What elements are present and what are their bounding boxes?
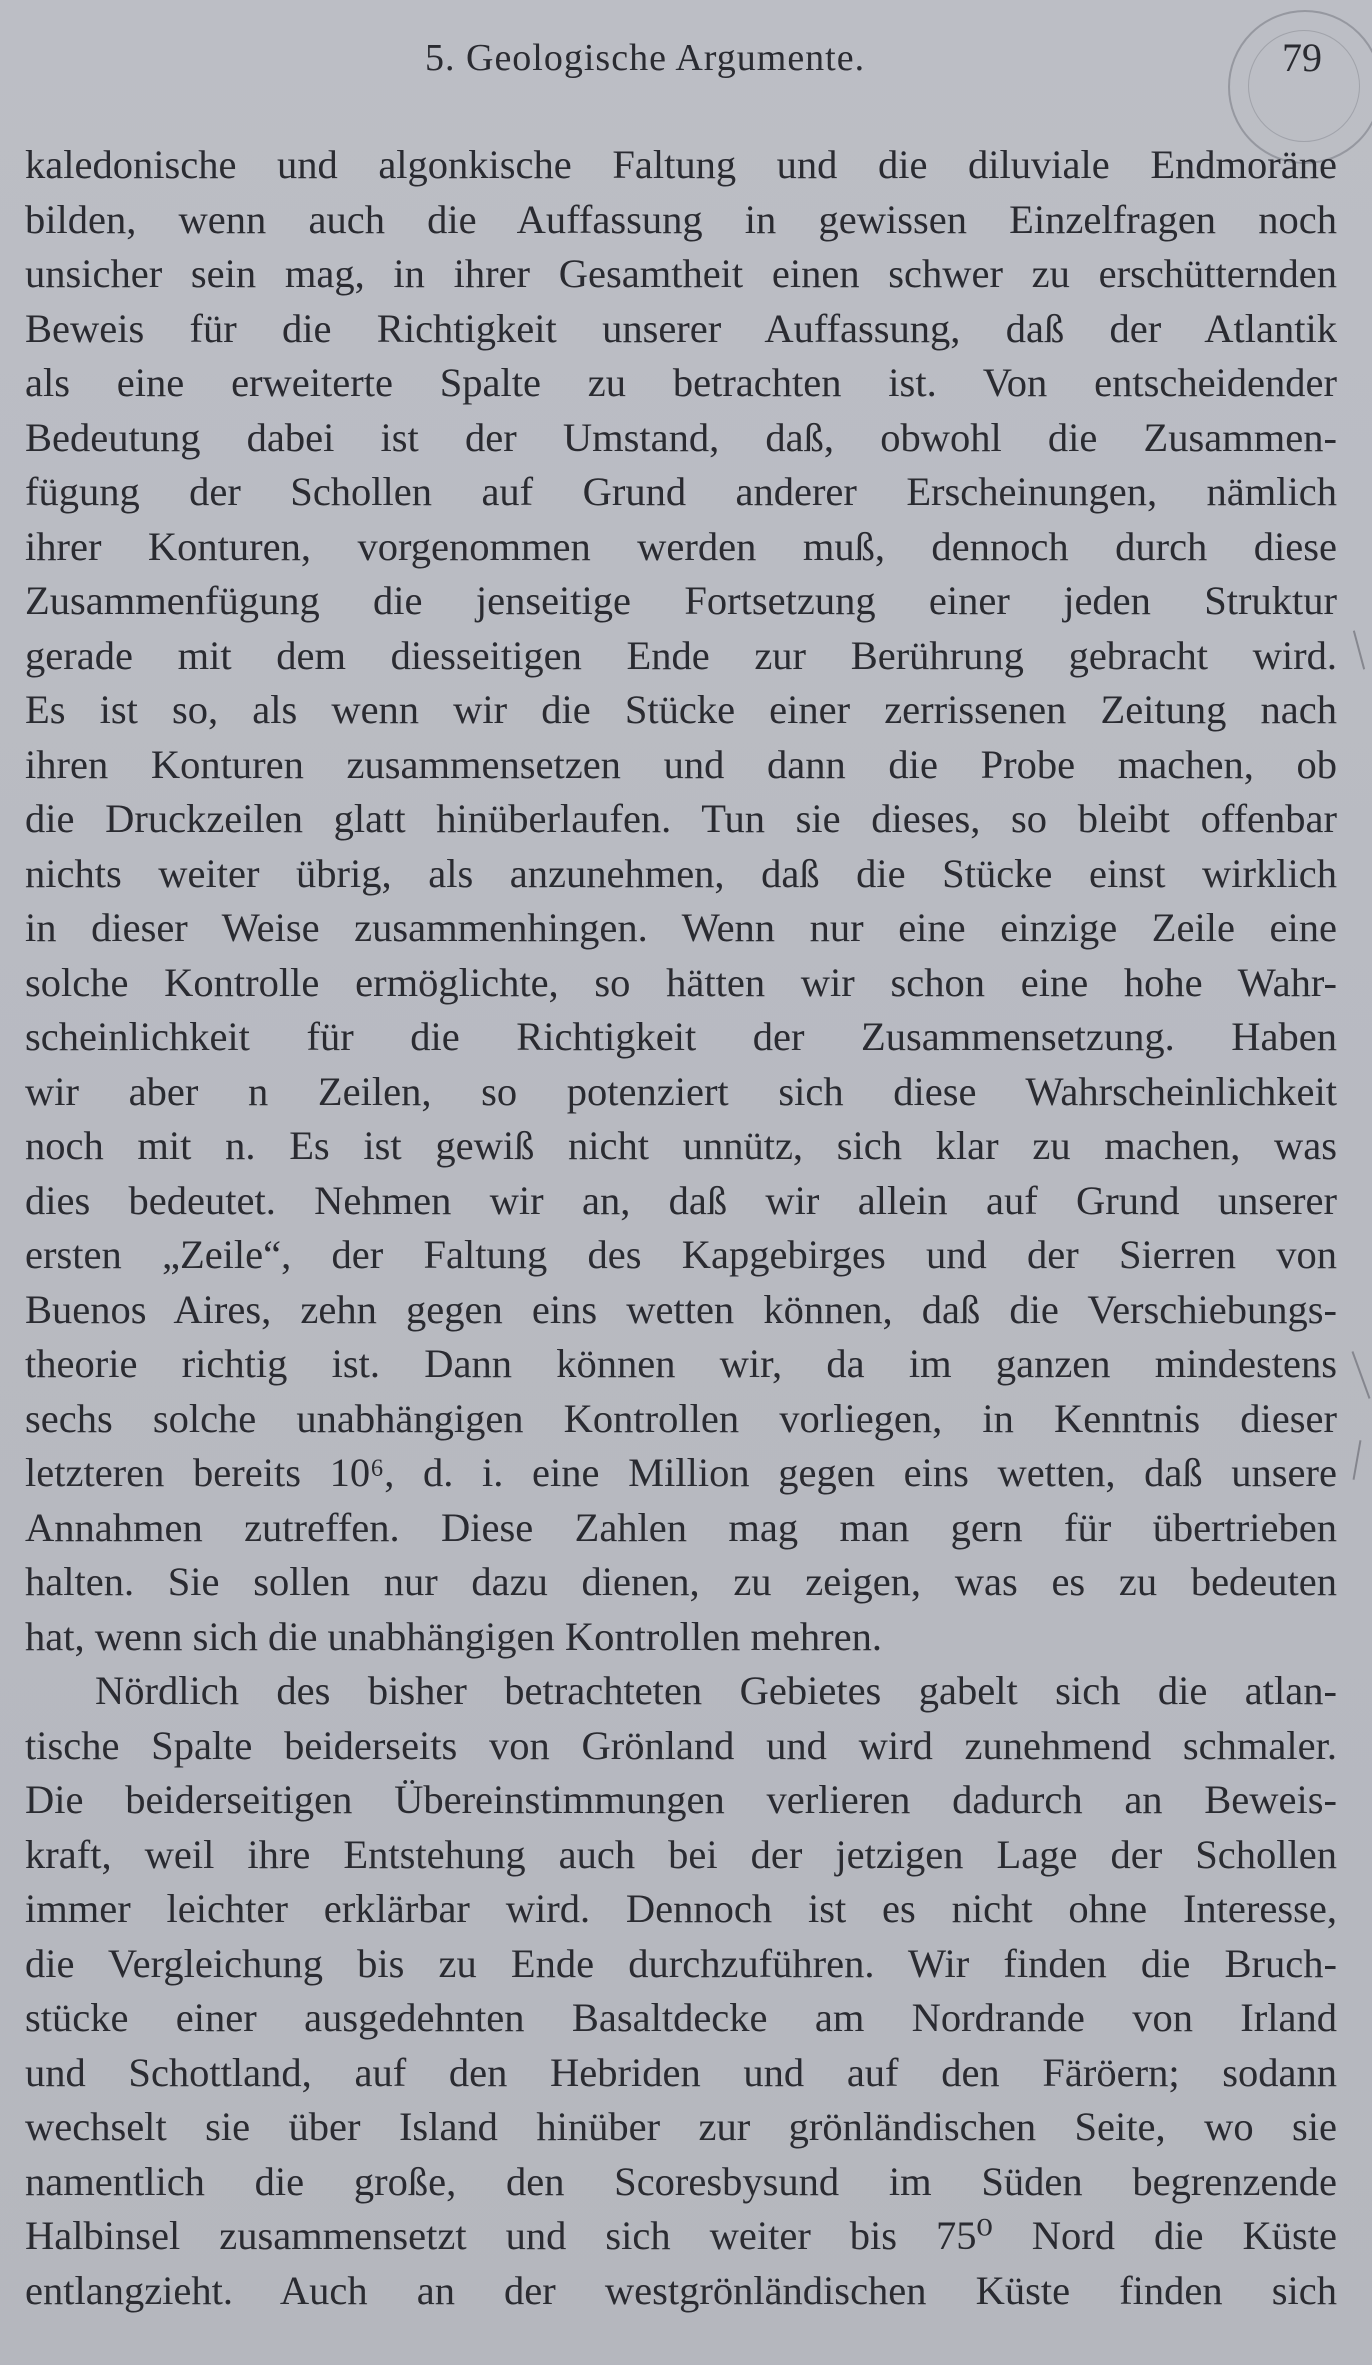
text-line: unsicher sein mag, in ihrer Gesamtheit einen schwer zu erschütternden	[25, 251, 1337, 296]
text-line: sechs solche unabhängigen Kontrollen vorliegen, in Kenntnis dieser	[25, 1395, 1337, 1441]
page-number: 79	[1282, 35, 1322, 80]
text-line: Bedeutung dabei ist der Umstand, daß, obwohl die Zusammen-	[25, 414, 1337, 460]
text-line: letzteren bereits 10⁶, d. i. eine Million gegen eins wetten, daß unsere	[25, 1450, 1337, 1495]
text-line: Halbinsel zusammensetzt und sich weiter bis 75⁰ Nord die Küste	[25, 2213, 1337, 2258]
text-line: noch mit n. Es ist gewiß nicht unnütz, sich klar zu machen, was	[25, 1123, 1337, 1168]
text-line: solche Kontrolle ermöglichte, so hätten wir schon eine hohe Wahr-	[25, 959, 1337, 1005]
text-line: tische Spalte beiderseits von Grönland und wird zunehmend schmaler.	[25, 1722, 1337, 1768]
text-line: die Druckzeilen glatt hinüberlaufen. Tun sie dieses, so bleibt offenbar	[25, 796, 1337, 841]
text-line: als eine erweiterte Spalte zu betrachten ist. Von entscheidender	[25, 360, 1337, 405]
text-line: in dieser Weise zusammenhingen. Wenn nur eine einzige Zeile eine	[25, 905, 1337, 950]
page-edge-mark	[1352, 1351, 1371, 1399]
text-line: scheinlichkeit für die Richtigkeit der Zusammensetzung. Haben	[25, 1014, 1337, 1059]
text-line: und Schottland, auf den Hebriden und auf den Färöern; sodann	[25, 2049, 1337, 2095]
text-line: namentlich die große, den Scoresbysund im Süden begrenzende	[25, 2158, 1337, 2204]
page-edge-mark	[1353, 1440, 1362, 1480]
text-line: immer leichter erklärbar wird. Dennoch ist es nicht ohne Interesse,	[25, 1886, 1337, 1931]
text-line: Die beiderseitigen Übereinstimmungen verlieren dadurch an Beweis-	[25, 1777, 1337, 1822]
text-line: wechselt sie über Island hinüber zur grönländischen Seite, wo sie	[25, 2104, 1337, 2149]
text-line: halten. Sie sollen nur dazu dienen, zu zeigen, was es zu bedeuten	[25, 1559, 1337, 1604]
text-line: kraft, weil ihre Entstehung auch bei der jetzigen Lage der Schollen	[25, 1831, 1337, 1877]
text-line: stücke einer ausgedehnten Basaltdecke am Nordrande von Irland	[25, 1995, 1337, 2040]
text-line: ihren Konturen zusammensetzen und dann die Probe machen, ob	[25, 741, 1337, 787]
text-line: kaledonische und algonkische Faltung und die diluviale Endmoräne	[25, 142, 1337, 187]
text-line: Nördlich des bisher betrachteten Gebietes gabelt sich die atlan-	[95, 1668, 1337, 1713]
text-line: entlangzieht. Auch an der westgrönländischen Küste finden sich	[25, 2267, 1337, 2313]
text-line: Beweis für die Richtigkeit unserer Auffassung, daß der Atlantik	[25, 305, 1337, 351]
running-head	[0, 30, 1372, 90]
text-line: hat, wenn sich die unabhängigen Kontrollen mehren.	[25, 1613, 883, 1659]
text-line: wir aber n Zeilen, so potenziert sich diese Wahrscheinlichkeit	[25, 1068, 1337, 1114]
body-text	[25, 138, 1337, 2318]
text-line: die Vergleichung bis zu Ende durchzuführen. Wir finden die Bruch-	[25, 1940, 1337, 1986]
running-title: 5. Geologische Argumente.	[425, 37, 866, 79]
text-line: nichts weiter übrig, als anzunehmen, daß die Stücke einst wirklich	[25, 850, 1337, 896]
text-line: fügung der Schollen auf Grund anderer Erscheinungen, nämlich	[25, 469, 1337, 514]
text-line: ersten „Zeile“, der Faltung des Kapgebirges und der Sierren von	[25, 1232, 1337, 1277]
text-line: theorie richtig ist. Dann können wir, da im ganzen mindestens	[25, 1341, 1337, 1386]
text-line: Annahmen zutreffen. Diese Zahlen mag man gern für übertrieben	[25, 1504, 1337, 1550]
text-line: Buenos Aires, zehn gegen eins wetten können, daß die Verschiebungs-	[25, 1286, 1337, 1332]
text-line: ihrer Konturen, vorgenommen werden muß, dennoch durch diese	[25, 523, 1337, 569]
text-line: bilden, wenn auch die Auffassung in gewissen Einzelfragen noch	[25, 196, 1337, 242]
text-line: gerade mit dem diesseitigen Ende zur Berührung gebracht wird.	[25, 632, 1337, 678]
text-line: Es ist so, als wenn wir die Stücke einer zerrissenen Zeitung nach	[25, 687, 1337, 732]
page-edge-mark	[1353, 630, 1365, 669]
text-line: dies bedeutet. Nehmen wir an, daß wir allein auf Grund unserer	[25, 1177, 1337, 1223]
text-line: Zusammenfügung die jenseitige Fortsetzung einer jeden Struktur	[25, 578, 1337, 623]
